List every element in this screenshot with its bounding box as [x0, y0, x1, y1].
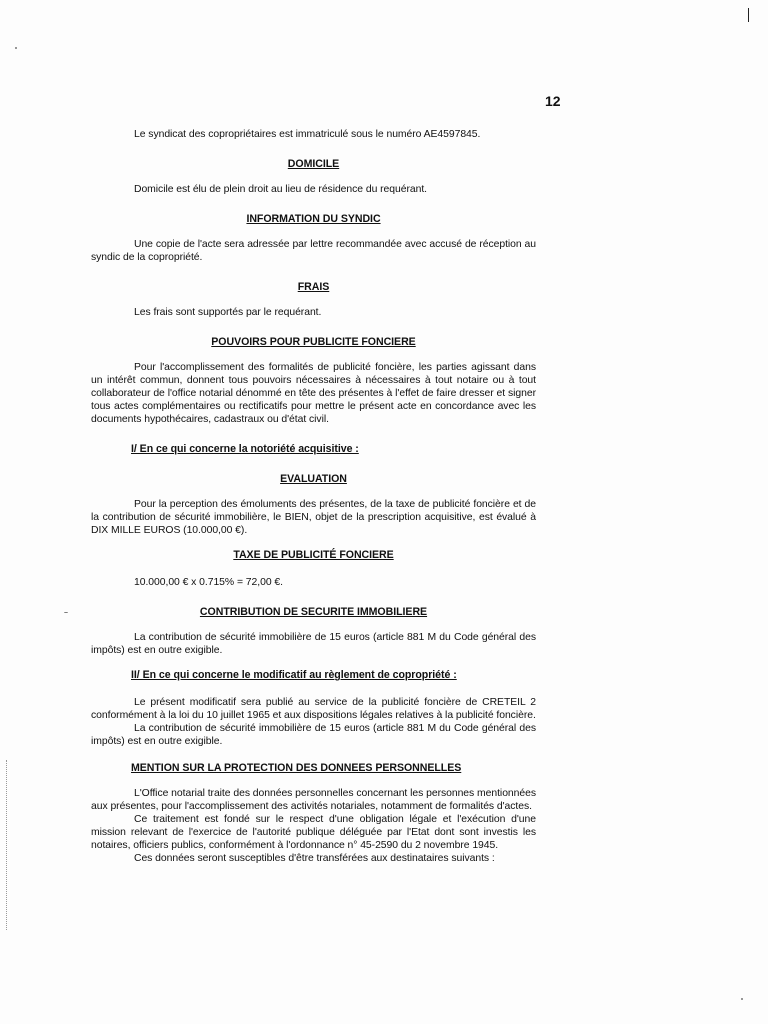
donnees-text-2: Ce traitement est fondé sur le respect d'une obligation légale et l'exécution d'une mission relevant de l'exercice de l'autorité publique déléguée par l'Etat dont sont investis les notaires, officiers publics, conformément à l'ordonnance n° 45-2590 du 2 novembre 1945. — [91, 814, 536, 851]
scan-mark — [748, 8, 749, 22]
taxe-calculation: 10.000,00 € x 0.715% = 72,00 €. — [134, 577, 283, 588]
evaluation-text: Pour la perception des émoluments des présentes, de la taxe de publicité foncière et de la contribution de sécurité immobilière, le BIEN, objet de la prescription acquisitive, est évalué à DIX MILLE EUROS (10.000,00 €). — [91, 499, 536, 536]
section-one-title: I/ En ce qui concerne la notoriété acquisitive : — [131, 443, 359, 455]
frais-heading: FRAIS — [297, 281, 330, 293]
document-body — [91, 128, 536, 865]
taxe-heading: TAXE DE PUBLICITÉ FONCIERE — [233, 549, 394, 561]
pouvoirs-text: Pour l'accomplissement des formalités de publicité foncière, les parties agissant dans un intérêt commun, donnent tous pouvoirs nécessaires à nécessaires à tout notaire ou à tout collaborateur de l'office notarial dénommé en tête des présentes à l'effet de faire dresser et signer tous actes complémentaires ou rectificatifs pour mettre le présent acte en concordance avec les documents hypothécaires, cadastraux ou d'état civil. — [91, 362, 536, 425]
donnees-text-1: L'Office notarial traite des données personnelles concernant les personnes mentionnées aux présentes, pour l'accomplissement des activités notariales, notamment de formalités d'actes. — [91, 788, 536, 812]
section-two-title: II/ En ce qui concerne le modificatif au règlement de copropriété : — [131, 669, 457, 681]
section-two-text-2: La contribution de sécurité immobilière de 15 euros (article 881 M du Code général des impôts) est en outre exigible. — [91, 723, 536, 747]
scan-speck — [15, 47, 17, 49]
contribution-text: La contribution de sécurité immobilière de 15 euros (article 881 M du Code général des impôts) est en outre exigible. — [91, 632, 536, 656]
intro-text: Le syndicat des copropriétaires est immatriculé sous le numéro AE4597845. — [134, 129, 481, 140]
evaluation-heading: EVALUATION — [280, 473, 347, 485]
section-two-text-1: Le présent modificatif sera publié au service de la publicité foncière de CRETEIL 2 conformément à la loi du 10 juillet 1965 et aux dispositions légales relatives à la publicité foncière. — [91, 697, 536, 721]
domicile-heading: DOMICILE — [287, 158, 340, 170]
contribution-heading: CONTRIBUTION DE SECURITE IMMOBILIERE — [199, 606, 428, 618]
scan-edge-artifact — [6, 760, 8, 930]
frais-text: Les frais sont supportés par le requérant. — [134, 307, 322, 318]
page-number: 12 — [545, 93, 561, 109]
syndic-text: Une copie de l'acte sera adressée par lettre recommandée avec accusé de réception au syndic de la copropriété. — [91, 239, 536, 263]
domicile-text: Domicile est élu de plein droit au lieu de résidence du requérant. — [134, 184, 428, 195]
donnees-text-3: Ces données seront susceptibles d'être transférées aux destinataires suivants : — [134, 853, 495, 864]
donnees-heading: MENTION SUR LA PROTECTION DES DONNEES PERSONNELLES — [131, 762, 462, 774]
pouvoirs-heading: POUVOIRS POUR PUBLICITE FONCIERE — [211, 336, 416, 348]
scan-speck — [64, 612, 68, 613]
syndic-heading: INFORMATION DU SYNDIC — [246, 213, 381, 225]
scan-speck — [741, 998, 743, 1000]
